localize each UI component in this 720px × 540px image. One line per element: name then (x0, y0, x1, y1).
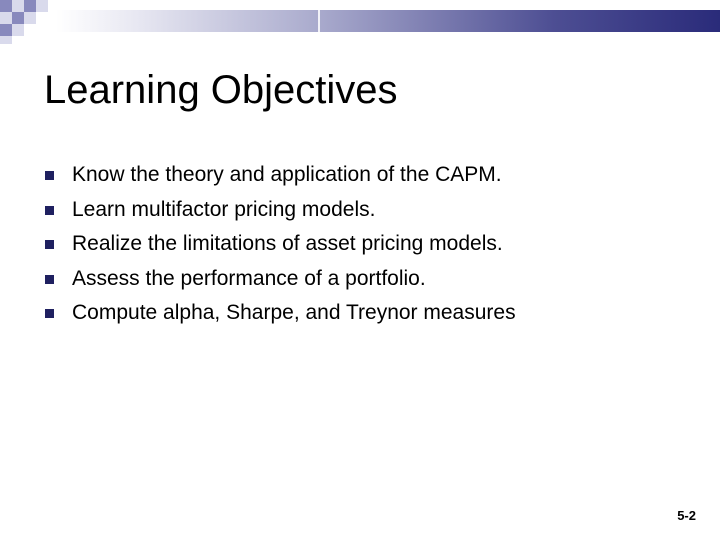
list-item-text: Realize the limitations of asset pricing models. (72, 232, 503, 255)
header-bar-divider (318, 10, 320, 32)
objectives-list (66, 160, 516, 333)
list-item (66, 298, 516, 333)
slide-number: 5-2 (677, 508, 696, 523)
checkerboard-logo-icon (0, 0, 56, 44)
list-item-text: Compute alpha, Sharpe, and Treynor measures (72, 301, 516, 324)
list-item-text: Assess the performance of a portfolio. (72, 266, 426, 290)
list-item-text: Learn multifactor pricing models. (72, 197, 376, 221)
list-item (66, 195, 516, 230)
list-item (66, 229, 516, 264)
square-bullet-icon (45, 206, 54, 215)
header-band (0, 0, 720, 34)
square-bullet-icon (45, 240, 54, 249)
header-gradient-bar (56, 10, 720, 32)
square-bullet-icon (45, 275, 54, 284)
list-item-text: Know the theory and application of the CAPM. (72, 163, 502, 186)
slide-title: Learning Objectives (44, 68, 398, 112)
square-bullet-icon (45, 309, 54, 318)
list-item (66, 264, 516, 299)
list-item (66, 160, 516, 195)
square-bullet-icon (45, 171, 54, 180)
